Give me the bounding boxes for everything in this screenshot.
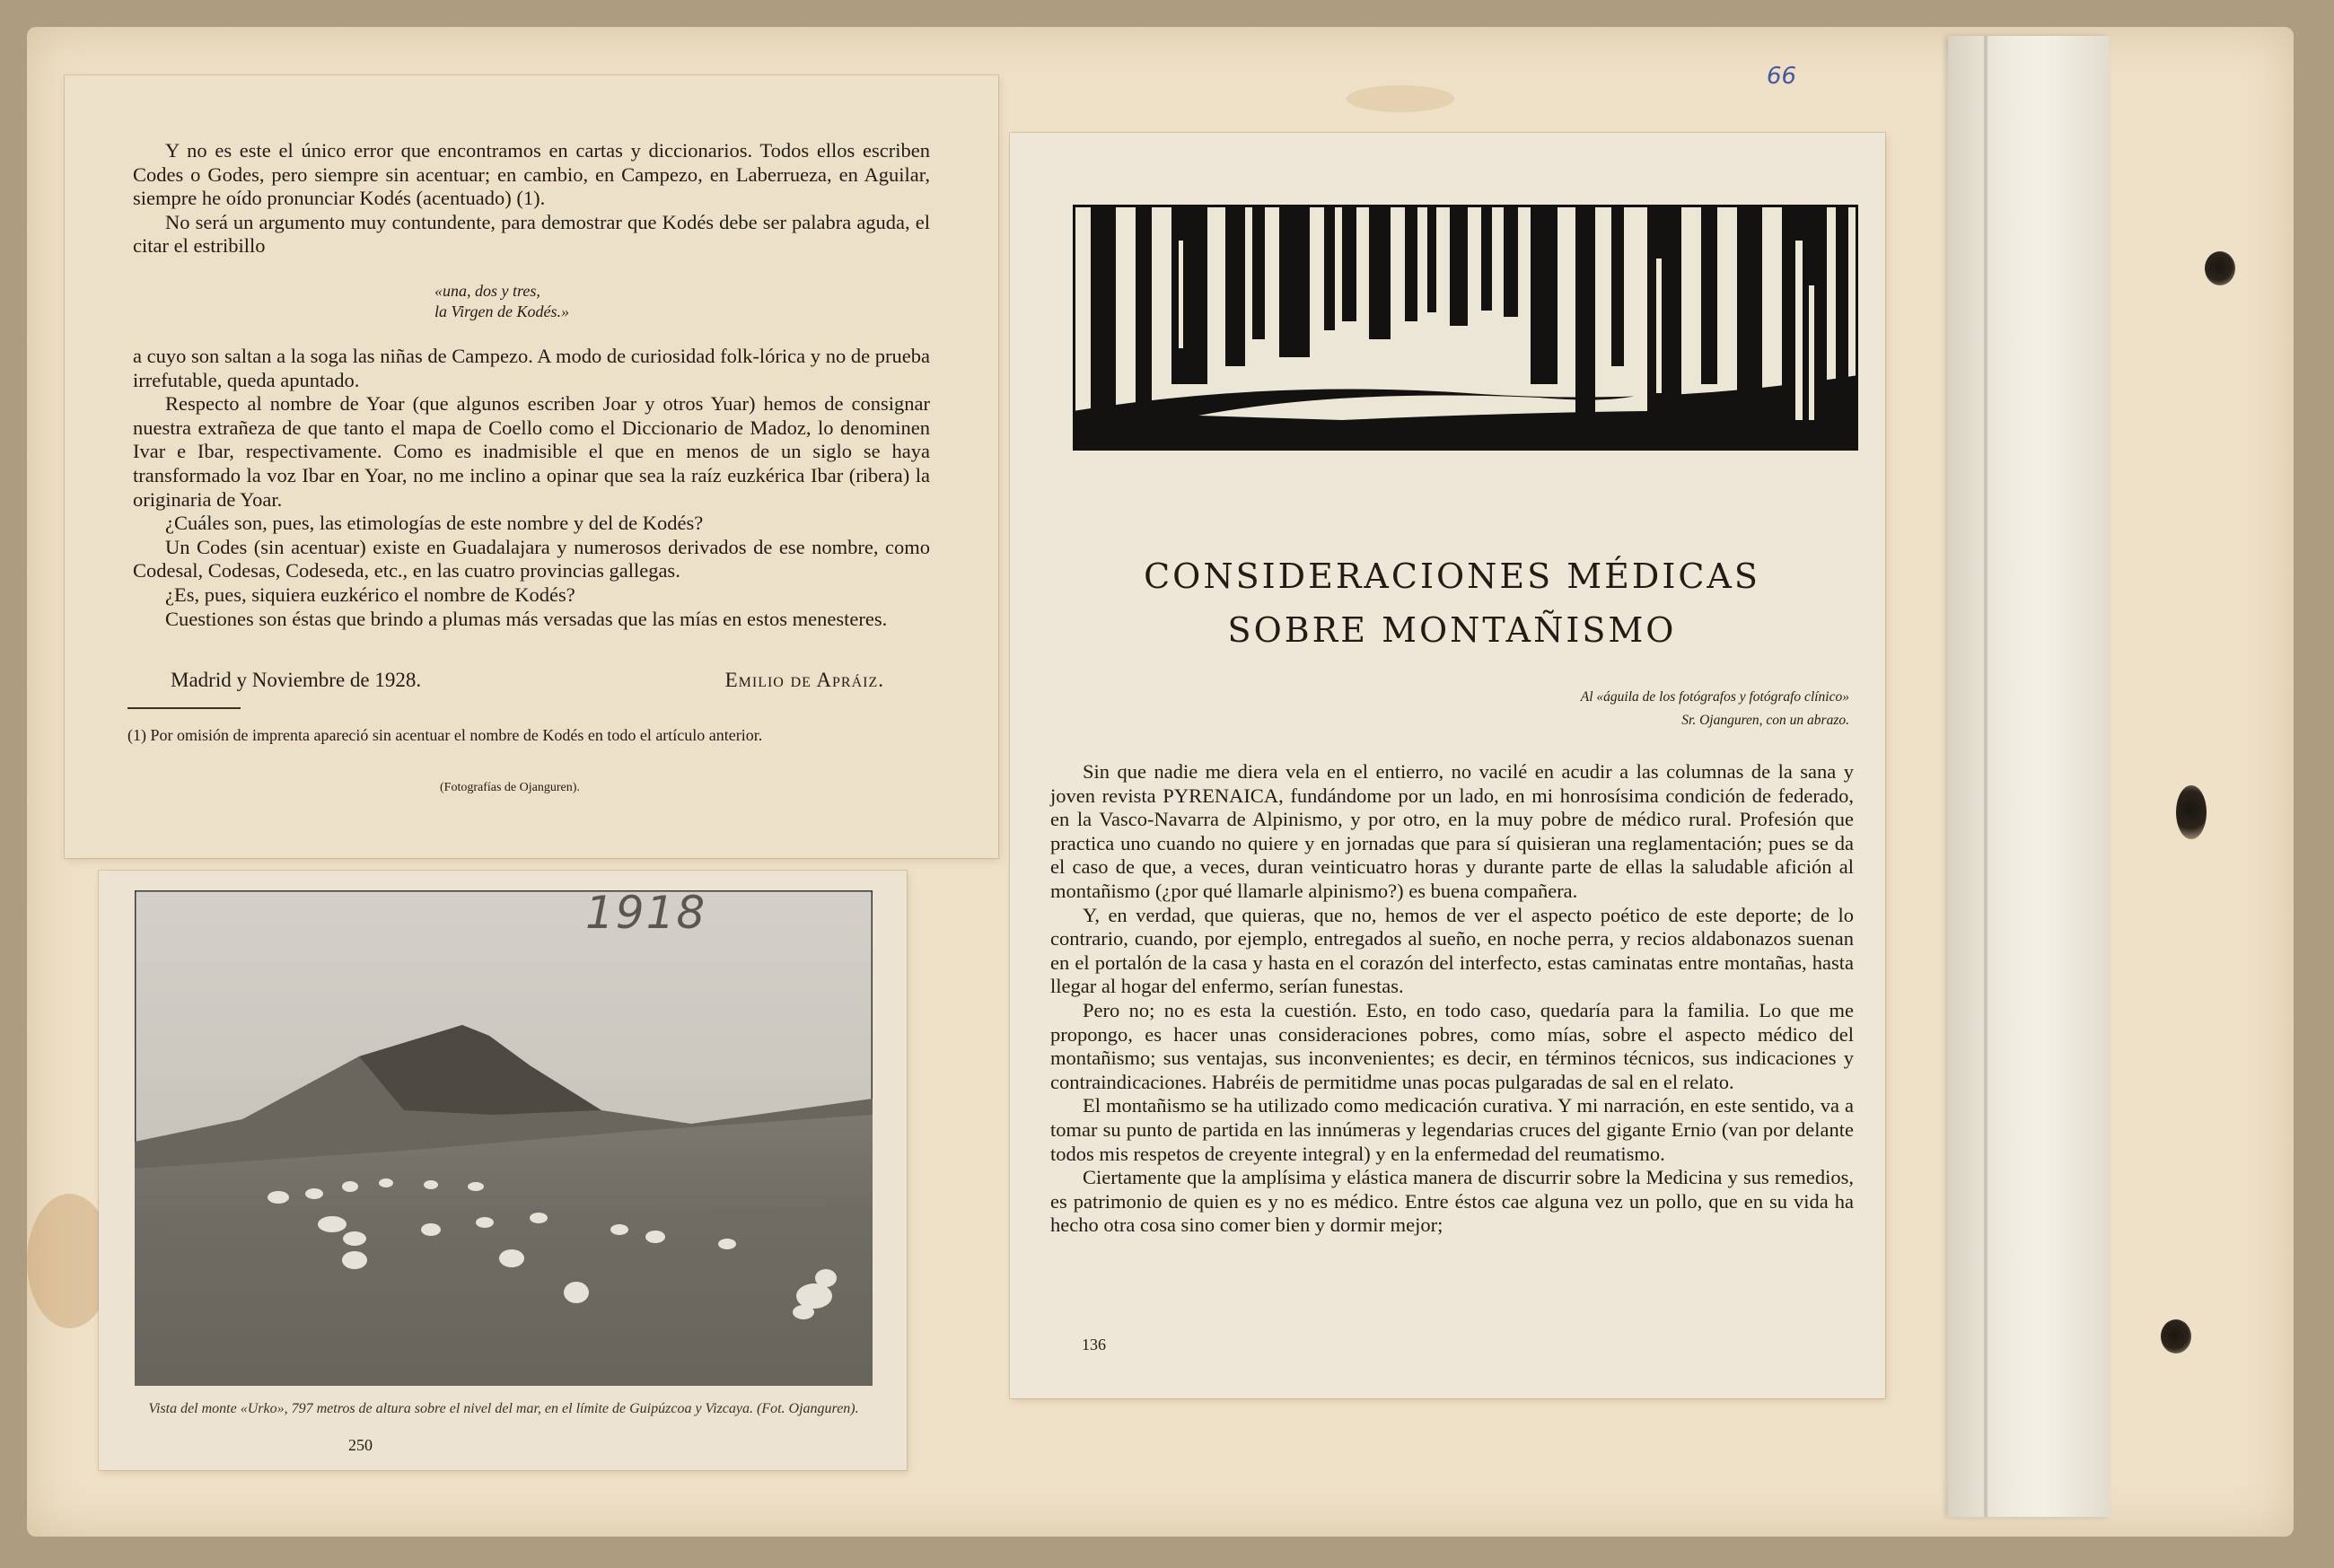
paragraph: Un Codes (sin acentuar) existe en Guadalajara y numerosos derivados de ese nombre, como Codesal, Codesas, Codeseda, etc., en las cuatro provincias gallegas. bbox=[133, 535, 930, 583]
dedication-line: Al «águila de los fotógrafos y fotógrafo clínico» bbox=[1580, 689, 1849, 705]
dedication-line: Sr. Ojanguren, con un abrazo. bbox=[1681, 713, 1849, 728]
handwritten-page-number: 66 bbox=[1767, 63, 1797, 90]
handwritten-year: 1918 bbox=[585, 887, 707, 939]
signature-row bbox=[171, 669, 884, 692]
paragraph: ¿Cuáles son, pues, las etimologías de este nombre y del de Kodés? bbox=[165, 512, 704, 535]
paragraph: Pero no; no es esta la cuestión. Esto, en todo caso, quedaría para la familia. Lo que me propongo, es hacer unas consideraciones pobres, como mías, sobre el aspecto médico del montañismo; sus ventajas, sus inconvenientes; es decir, en términos técnicos, sus indicaciones y contraindicaciones. Habréis de permitidme unas pocas pulgaradas de sal en el relato. bbox=[1050, 998, 1854, 1093]
paragraph: El montañismo se ha utilizado como medicación curativa. Y mi narración, en este sentido, va a tomar su punto de partida en las innúmeras y legendarias cruces del gigante Ernio (van por delante todos mis respetos de creyente integral) y en la enfermedad del reumatismo. bbox=[1050, 1094, 1854, 1165]
forest-woodcut-illustration bbox=[1073, 205, 1858, 451]
author-name: Emilio de Apráiz. bbox=[724, 669, 884, 691]
paragraph: Cuestiones son éstas que brindo a plumas más versadas que las mías en estos menesteres. bbox=[165, 607, 888, 630]
left-clipping-text-continued bbox=[133, 345, 930, 631]
verse-line: la Virgen de Kodés.» bbox=[434, 302, 569, 320]
paragraph: Sin que nadie me diera vela en el entierro, no vacilé en acudir a las columnas de la sana y joven revista PYRENAICA, fundándome por un lado, en mi honrosísima condición de federado, en la Vasco-Navarra de Alpinismo, y por otro, en la muy pobre de médico rural. Profesión que practica uno cuando no quiere y en jornadas que para sí quisieran una reglamentación; pues se da el caso de que, a veces, duran veinticuatro horas y durante parte de ellas la saludable afición al montañismo (¿por qué llamarle alpinismo?) es buena compañera. bbox=[1050, 760, 1854, 902]
water-stain bbox=[1347, 85, 1454, 112]
verse-quote bbox=[434, 281, 569, 322]
article-body bbox=[1050, 760, 1854, 1238]
place-date: Madrid y Noviembre de 1928. bbox=[171, 669, 422, 691]
binder-hole bbox=[2176, 785, 2207, 839]
paragraph: ¿Es, pues, siquiera euzkérico el nombre de Kodés? bbox=[165, 583, 575, 606]
left-clipping-text bbox=[133, 139, 930, 258]
paragraph: Ciertamente que la amplísima y elástica manera de discurrir sobre la Medicina y sus remedios, es patrimonio de quien es y no es médico. Entre éstos cae alguna vez un pollo, que en su vida ha hecho otra cosa sino comer bien y dormir mejor; bbox=[1050, 1166, 1854, 1237]
paragraph: No será un argumento muy contundente, para demostrar que Kodés debe ser palabra aguda, el citar el estribillo bbox=[133, 210, 930, 258]
page-number: 136 bbox=[1082, 1336, 1106, 1353]
paragraph: Y, en verdad, que quieras, que no, hemos de ver el aspecto poético de este deporte; de lo contrario, cuando, por ejemplo, entregados al sueño, en noche perra, y recios aldabonazos suenan en el portalón de la casa y hasta en el corazón del interfecto, estas caminatas entre montañas, hasta llegar al hogar del enfermo, serían funestas. bbox=[1050, 903, 1854, 998]
page-number: 250 bbox=[348, 1436, 373, 1454]
paragraph: a cuyo son saltan a la soga las niñas de Campezo. A modo de curiosidad folk-lórica y no de prueba irrefutable, queda apuntado. bbox=[133, 345, 930, 391]
mount-urko-photo bbox=[135, 890, 873, 1386]
verse-line: «una, dos y tres, bbox=[434, 282, 540, 300]
footnote: (1) Por omisión de imprenta apareció sin acentuar el nombre de Kodés en todo el artículo anterior. bbox=[127, 726, 763, 744]
article-title bbox=[1050, 549, 1854, 657]
article-dedication bbox=[1400, 686, 1849, 732]
article-title-line: CONSIDERACIONES MÉDICAS bbox=[1144, 556, 1760, 596]
photo-credit: (Fotografías de Ojanguren). bbox=[440, 781, 580, 794]
paragraph: Y no es este el único error que encontramos en cartas y diccionarios. Todos ellos escriben Codes o Godes, pero siempre sin acentuar; en cambio, en Campezo, en Laberrueza, en Aguilar, siempre he oído pronunciar Kodés (acentuado) (1). bbox=[133, 139, 930, 210]
photo-caption: Vista del monte «Urko», 797 metros de altura sobre el nivel del mar, en el límite de Guipúzcoa y Vizcaya. (Fot. Ojanguren). bbox=[148, 1401, 859, 1416]
album-binding-strip bbox=[1948, 36, 2110, 1517]
binder-hole bbox=[2205, 251, 2235, 285]
article-title-line: SOBRE MONTAÑISMO bbox=[1227, 610, 1677, 650]
binder-hole bbox=[2161, 1319, 2191, 1353]
paragraph: Respecto al nombre de Yoar (que algunos escriben Joar y otros Yuar) hemos de consignar nuestra extrañeza de que tanto el mapa de Coello como el Diccionario de Madoz, lo denominen Ivar e Ibar, respectivamente. Como es inadmisible el que en menos de un siglo se haya transformado la voz Ibar en Yoar, no me inclino a opinar que sea la raíz euzkérica Ibar (ribera) la originaria de Yoar. bbox=[133, 392, 930, 511]
footnote-rule bbox=[127, 707, 241, 709]
